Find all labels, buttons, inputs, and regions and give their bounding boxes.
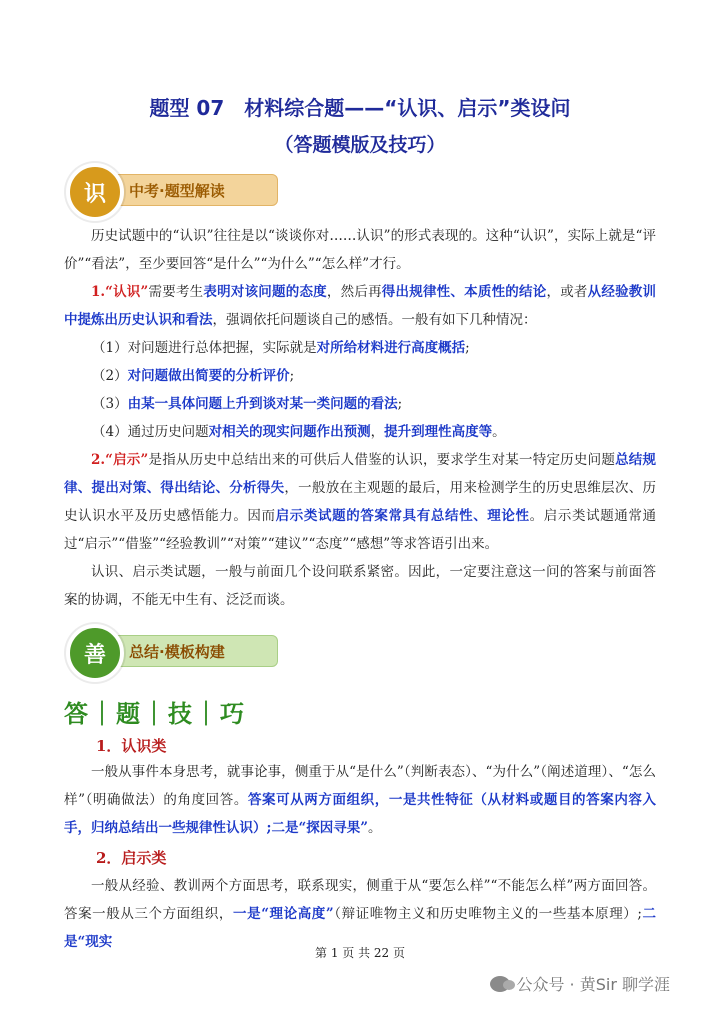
note-paragraph: 认识、启示类试题，一般与前面几个设问联系紧密。因此，一定要注意这一问的答案与前面答案的协调，不能无中生有、泛泛而谈。 bbox=[64, 564, 656, 608]
enlightenment-paragraph: 2.“启示”是指从历史中总结出来的可供后人借鉴的认识，要求学生对某一特定历史问题总结规律、提出对策、得出结论、分析得失，一般放在主观题的最后，用来检测学生的历史思维层次、历史认识水平及历史感悟能力。因而启示类试题的答案常具有总结性、理论性。启示类试题通常通过“启示”“借鉴”“经验教训”“对策”“建议”“态度”“感想”等求答语引出来。 bbox=[64, 452, 657, 552]
list-item: （3）由某一具体问题上升到谈对某一类问题的看法; bbox=[92, 396, 403, 412]
page-number: 第 1 页 共 22 页 bbox=[315, 946, 405, 960]
tips-heading: 答｜题｜技｜巧 bbox=[64, 700, 246, 728]
list-item: （1）对问题进行总体把握，实际就是对所给材料进行高度概括; bbox=[92, 340, 470, 356]
list-item: （2）对问题做出简要的分析评价; bbox=[92, 368, 295, 384]
intro-paragraph: 历史试题中的“认识”往往是以“谈谈你对……认识”的形式表现的。这种“认识”，实际上就是“评价”“看法”，至少要回答“是什么”“为什么”“怎么样”才行。 bbox=[64, 228, 656, 272]
wechat-icon bbox=[490, 976, 510, 992]
page-title: 题型 07 材料综合题——“认识、启示”类设问 bbox=[149, 96, 571, 120]
section-badge: 识 bbox=[66, 163, 124, 221]
category-title-enlightenment: 2．启示类 bbox=[96, 849, 167, 867]
enlightenment-category-paragraph: 一般从经验、教训两个方面思考，联系现实，侧重于从“要怎么样”“不能怎么样”两方面回答。答案一般从三个方面组织，一是“理论高度”（辩证唯物主义和历史唯物主义的一些基本原理）;二是“现实 bbox=[64, 878, 657, 950]
section-badge: 善 bbox=[66, 624, 124, 682]
recognition-paragraph: 1.“认识”需要考生表明对该问题的态度，然后再得出规律性、本质性的结论，或者从经验教训中提炼出历史认识和看法，强调依托问题谈自己的感悟。一般有如下几种情况： bbox=[64, 284, 657, 328]
category-title-recognition: 1．认识类 bbox=[96, 737, 167, 755]
list-item: （4）通过历史问题对相关的现实问题作出预测，提升到理性高度等。 bbox=[92, 424, 506, 440]
recognition-category-paragraph: 一般从事件本身思考，就事论事，侧重于从“是什么”（判断表态）、“为什么”（阐述道理）、“怎么样”（明确做法）的角度回答。答案可从两方面组织，一是共性特征（从材料或题目的答案内容入手，归纳总结出一些规律性认识）;二是“探因寻果”。 bbox=[64, 764, 656, 836]
section-banner: 中考·题型解读 bbox=[100, 174, 278, 206]
watermark-text: 公众号 · 黄Sir 聊学涯 bbox=[516, 975, 670, 994]
section-banner: 总结·模板构建 bbox=[100, 635, 278, 667]
watermark bbox=[490, 972, 670, 995]
page-subtitle: （答题模版及技巧） bbox=[274, 134, 446, 156]
